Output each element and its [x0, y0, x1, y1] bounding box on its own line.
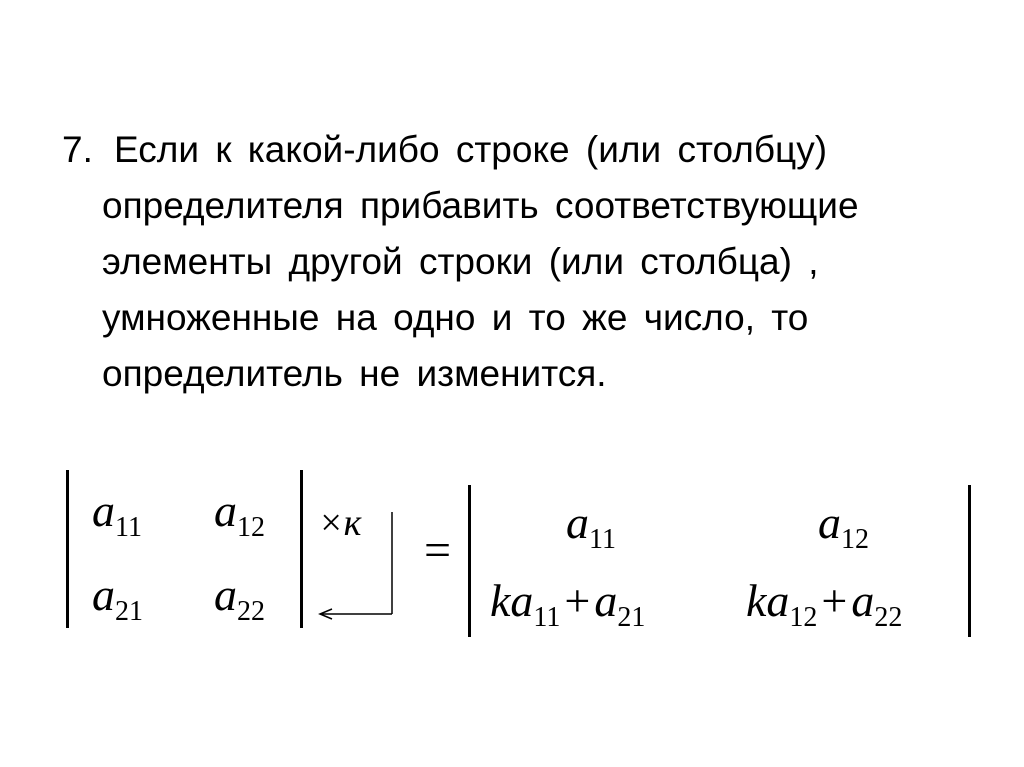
right-a12: $a_{12}$ [818, 497, 869, 555]
left-det-bar-left [66, 470, 69, 628]
word: определитель не изменится. [102, 353, 607, 394]
left-a11: $a_{11}$ [92, 485, 142, 543]
word: , [808, 241, 819, 282]
word: какой-либо [247, 129, 440, 170]
word: (или [585, 129, 662, 170]
multiplier-label: ×к [318, 502, 362, 544]
word: соответствующие [554, 185, 859, 226]
word: определителя [102, 185, 344, 226]
word: элементы [102, 241, 273, 282]
right-det-bar-left [468, 485, 471, 637]
word: число, [643, 297, 755, 338]
right-a11: $a_{11}$ [566, 497, 616, 555]
word: умноженные [102, 297, 320, 338]
word: столбцу) [677, 129, 828, 170]
theorem-number: 7. [62, 129, 93, 170]
word: строки [418, 241, 533, 282]
word: же [582, 297, 628, 338]
left-a21: $a_{21}$ [92, 569, 143, 627]
word: на [335, 297, 377, 338]
left-a12: $a_{12}$ [214, 485, 265, 543]
left-det-bar-right [300, 470, 303, 628]
word: к [215, 129, 232, 170]
word: строке [455, 129, 570, 170]
word: Если [114, 129, 200, 170]
word: (или [548, 241, 624, 282]
right-r2c1: $ka_{11}+a_{21}$ [490, 575, 646, 633]
word: то [771, 297, 809, 338]
right-r2c2: $ka_{12}+a_{22}$ [746, 575, 903, 633]
word: столбца) [640, 241, 792, 282]
word: и [491, 297, 513, 338]
right-det-bar-right [968, 485, 971, 637]
left-a22: $a_{22}$ [214, 569, 265, 627]
equals-sign: = [424, 524, 452, 577]
word: другой [288, 241, 403, 282]
word: прибавить [359, 185, 539, 226]
row-add-arrow-icon [312, 508, 396, 620]
word: одно [393, 297, 476, 338]
word: то [528, 297, 566, 338]
